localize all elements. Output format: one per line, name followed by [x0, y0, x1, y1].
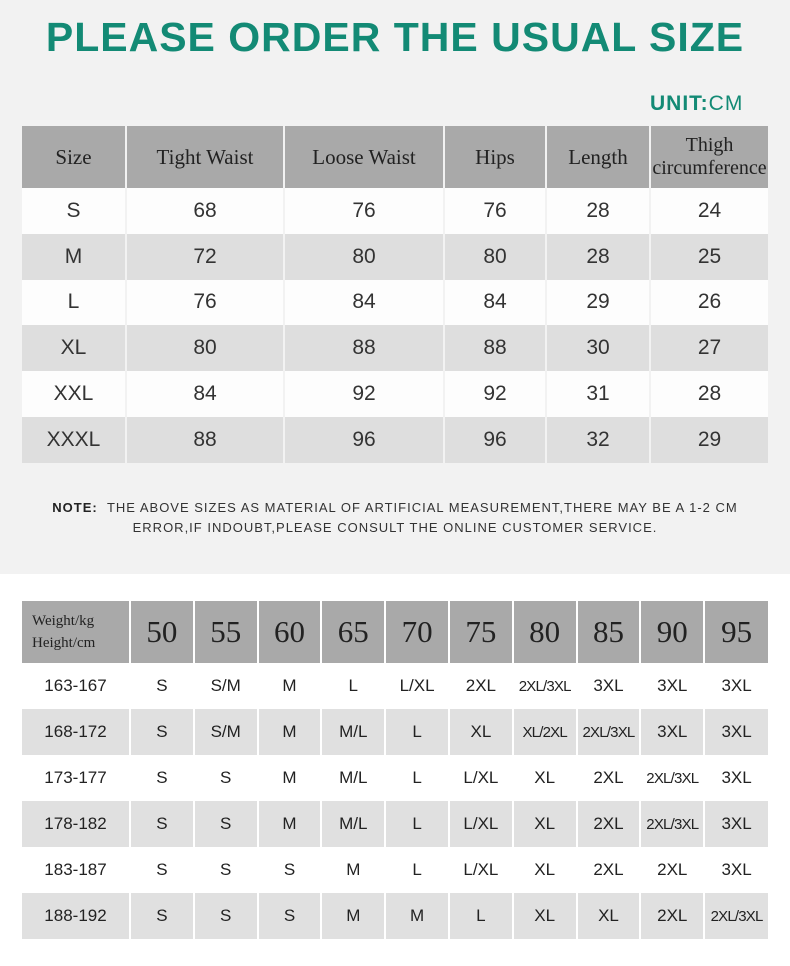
table-row — [22, 847, 768, 893]
note-line-2 — [0, 518, 790, 538]
recommended-size-cell: 3XL — [577, 663, 641, 709]
table-row — [22, 893, 768, 939]
recommended-size-cell: L/XL — [449, 847, 513, 893]
recommended-size-cell: L/XL — [449, 801, 513, 847]
header-length: Length — [546, 126, 650, 188]
table-row — [22, 371, 768, 417]
recommended-size-cell: M — [258, 755, 322, 801]
recommended-size-cell: M — [321, 847, 385, 893]
size-cell: M — [22, 234, 126, 280]
height-cell: 188-192 — [22, 893, 130, 939]
measurement-cell: 84 — [444, 280, 546, 326]
measurement-cell: 25 — [650, 234, 768, 280]
table-row — [22, 801, 768, 847]
recommended-size-cell: XL — [513, 755, 577, 801]
weight-header-cell: 95 — [704, 601, 768, 663]
measurement-cell: 80 — [444, 234, 546, 280]
recommended-size-cell: L — [385, 709, 449, 755]
recommended-size-cell: XL/2XL — [513, 709, 577, 755]
note-line-1 — [0, 498, 790, 518]
recommended-size-cell: S/M — [194, 663, 258, 709]
table-row — [22, 755, 768, 801]
corner-weight-label: Weight/kg — [32, 613, 95, 629]
recommended-size-cell: 3XL — [704, 755, 768, 801]
recommended-size-cell: L — [449, 893, 513, 939]
recommended-size-cell: L — [385, 801, 449, 847]
weight-header-cell: 60 — [258, 601, 322, 663]
recommended-size-cell: S — [130, 847, 194, 893]
recommended-size-cell: 2XL — [577, 755, 641, 801]
measurement-cell: 88 — [444, 325, 546, 371]
note-text-2: ERROR,IF INDOUBT,PLEASE CONSULT THE ONLINE CUSTOMER SERVICE. — [132, 520, 658, 535]
size-chart-header-row — [22, 126, 768, 188]
recommended-size-cell: 2XL/3XL — [640, 801, 704, 847]
note-text-1: THE ABOVE SIZES AS MATERIAL OF ARTIFICIAL MEASUREMENT,THERE MAY BE A 1-2 CM — [106, 500, 738, 515]
recommended-size-cell: S — [130, 663, 194, 709]
weight-header-cell: 80 — [513, 601, 577, 663]
table-row — [22, 325, 768, 371]
recommended-size-cell: S — [130, 709, 194, 755]
size-cell: XL — [22, 325, 126, 371]
recommended-size-cell: XL — [577, 893, 641, 939]
measurement-cell: 29 — [650, 417, 768, 463]
height-cell: 163-167 — [22, 663, 130, 709]
measurement-note — [0, 498, 790, 538]
recommended-size-cell: 2XL — [640, 893, 704, 939]
measurement-cell: 76 — [284, 188, 444, 234]
recommended-size-cell: S/M — [194, 709, 258, 755]
measurement-cell: 88 — [284, 325, 444, 371]
height-cell: 168-172 — [22, 709, 130, 755]
recommended-size-cell: XL — [513, 893, 577, 939]
recommended-size-cell: 3XL — [640, 663, 704, 709]
size-cell: L — [22, 280, 126, 326]
measurement-cell: 30 — [546, 325, 650, 371]
recommended-size-cell: 2XL/3XL — [704, 893, 768, 939]
weight-header-cell: 90 — [640, 601, 704, 663]
height-cell: 183-187 — [22, 847, 130, 893]
measurement-cell: 88 — [126, 417, 284, 463]
recommended-size-cell: 2XL/3XL — [640, 755, 704, 801]
recommended-size-cell: S — [194, 801, 258, 847]
measurement-cell: 29 — [546, 280, 650, 326]
table-row — [22, 417, 768, 463]
recommended-size-cell: 2XL/3XL — [513, 663, 577, 709]
recommended-size-cell: XL — [449, 709, 513, 755]
recommended-size-cell: XL — [513, 847, 577, 893]
recommended-size-cell: 3XL — [704, 663, 768, 709]
measurement-cell: 96 — [444, 417, 546, 463]
measurement-cell: 24 — [650, 188, 768, 234]
corner-height-label: Height/cm — [32, 635, 96, 651]
unit-value: CM — [708, 92, 744, 115]
measurement-cell: 76 — [126, 280, 284, 326]
measurement-cell: 84 — [284, 280, 444, 326]
measurement-cell: 72 — [126, 234, 284, 280]
measurement-cell: 27 — [650, 325, 768, 371]
measurement-cell: 92 — [284, 371, 444, 417]
recommended-size-cell: 2XL — [577, 801, 641, 847]
header-tight-waist: Tight Waist — [126, 126, 284, 188]
measurement-cell: 96 — [284, 417, 444, 463]
unit-label — [650, 92, 743, 116]
measurement-cell: 76 — [444, 188, 546, 234]
table-row — [22, 280, 768, 326]
size-chart-table — [22, 126, 768, 463]
recommended-size-cell: M — [258, 801, 322, 847]
recommended-size-cell: M/L — [321, 709, 385, 755]
measurement-cell: 68 — [126, 188, 284, 234]
height-cell: 178-182 — [22, 801, 130, 847]
measurement-cell: 84 — [126, 371, 284, 417]
table-row — [22, 663, 768, 709]
measurement-cell: 28 — [546, 234, 650, 280]
measurement-cell: 92 — [444, 371, 546, 417]
measurement-cell: 26 — [650, 280, 768, 326]
weight-header-cell: 55 — [194, 601, 258, 663]
recommended-size-cell: S — [194, 755, 258, 801]
recommended-size-cell: 2XL — [640, 847, 704, 893]
recommended-size-cell: S — [258, 847, 322, 893]
weight-header-cell: 70 — [385, 601, 449, 663]
table-row — [22, 234, 768, 280]
note-label: NOTE: — [52, 500, 98, 515]
recommended-size-cell: 3XL — [704, 801, 768, 847]
measurement-cell: 80 — [284, 234, 444, 280]
measurement-cell: 80 — [126, 325, 284, 371]
recommended-size-cell: 2XL/3XL — [577, 709, 641, 755]
weight-header-cell: 75 — [449, 601, 513, 663]
header-size: Size — [22, 126, 126, 188]
height-cell: 173-177 — [22, 755, 130, 801]
weight-header-cell: 85 — [577, 601, 641, 663]
size-cell: XXL — [22, 371, 126, 417]
recommended-size-cell: L/XL — [449, 755, 513, 801]
measurement-cell: 28 — [546, 188, 650, 234]
recommended-size-cell: L — [385, 847, 449, 893]
recommended-size-cell: L — [385, 755, 449, 801]
recommended-size-cell: 3XL — [704, 709, 768, 755]
recommended-size-cell: M — [258, 663, 322, 709]
size-cell: XXXL — [22, 417, 126, 463]
header-hips: Hips — [444, 126, 546, 188]
recommended-size-cell: L/XL — [385, 663, 449, 709]
recommended-size-cell: M/L — [321, 801, 385, 847]
table-row — [22, 188, 768, 234]
recommended-size-cell: M — [321, 893, 385, 939]
recommended-size-cell: S — [194, 847, 258, 893]
recommended-size-cell: S — [130, 755, 194, 801]
measurement-cell: 28 — [650, 371, 768, 417]
recommended-size-cell: 2XL — [449, 663, 513, 709]
unit-prefix: UNIT: — [650, 92, 709, 115]
measurement-cell: 32 — [546, 417, 650, 463]
measurement-cell: 31 — [546, 371, 650, 417]
recommended-size-cell: S — [194, 893, 258, 939]
weight-header-row — [22, 601, 768, 663]
recommended-size-cell: L — [321, 663, 385, 709]
weight-height-chart-table — [22, 601, 768, 939]
recommended-size-cell: 3XL — [704, 847, 768, 893]
recommended-size-cell: XL — [513, 801, 577, 847]
weight-header-cell: 50 — [130, 601, 194, 663]
recommended-size-cell: 3XL — [640, 709, 704, 755]
header-thigh-circumference: Thigh circumference — [650, 126, 768, 188]
recommended-size-cell: 2XL — [577, 847, 641, 893]
header-loose-waist: Loose Waist — [284, 126, 444, 188]
recommended-size-cell: S — [258, 893, 322, 939]
page-title: PLEASE ORDER THE USUAL SIZE — [45, 14, 745, 60]
recommended-size-cell: S — [130, 893, 194, 939]
size-cell: S — [22, 188, 126, 234]
recommended-size-cell: M — [258, 709, 322, 755]
recommended-size-cell: S — [130, 801, 194, 847]
table-row — [22, 709, 768, 755]
corner-header — [22, 601, 130, 663]
weight-header-cell: 65 — [321, 601, 385, 663]
recommended-size-cell: M — [385, 893, 449, 939]
recommended-size-cell: M/L — [321, 755, 385, 801]
